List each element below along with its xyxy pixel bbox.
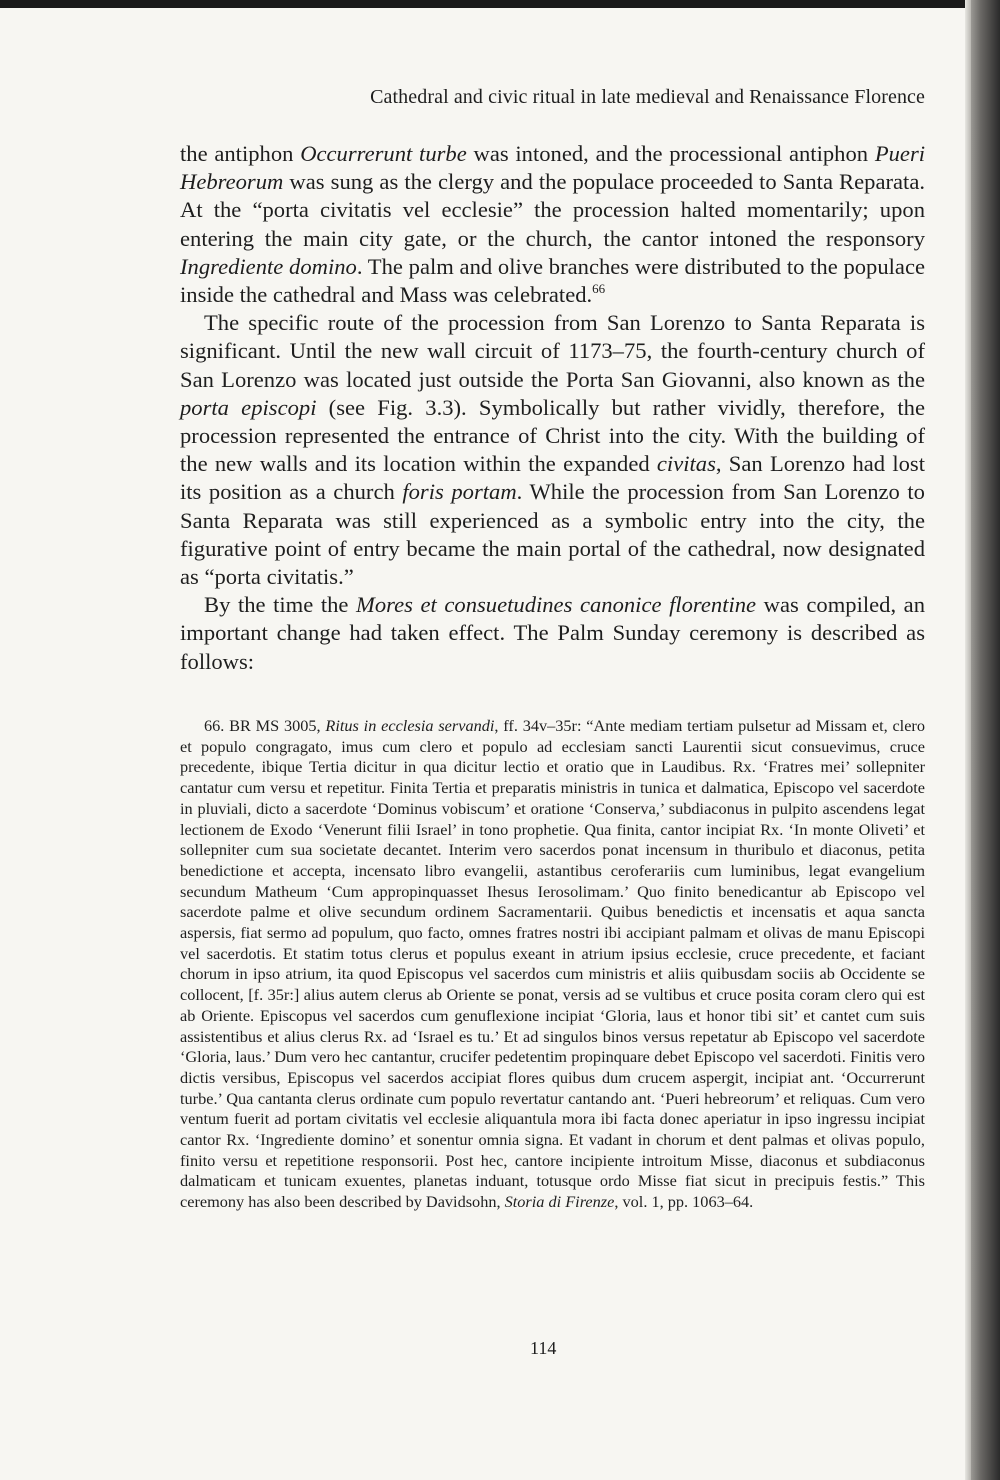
paragraph: By the time the Mores et consuetudines canonice florentine was compiled, an important change had taken effect. The Palm Sunday ceremony is described as follows: (180, 592, 925, 674)
main-text (180, 140, 925, 676)
footnote (180, 716, 925, 1213)
footnote-reference: 66 (592, 281, 606, 297)
book-page-edge (965, 0, 1000, 1480)
footnote-66: 66. BR MS 3005, Ritus in ecclesia servandi, ff. 34v–35r: “Ante mediam tertiam pulsetur ad Missam et, clero et populo congragato, imus cum clero et populo ad ecclesiam sancti Laurentii sicut consuevimus, cruce precedente, ibique Tertia dicitur in qua dicitur lectio et oratio que in Laudibus. Rx. ‘Fratres mei’ sollepniter cantatur cum versu et repetitur. Finita Tertia et preparatis ministris in tunica et dalmatica, Episcopo vel sacerdote in pluviali, dicto a sacerdote ‘Dominus vobiscum’ et oratione ‘Conserva,’ subdiaconus in pulpito ascendens legat lectionem de Exodo ‘Venerunt filii Israel’ in tono prophetie. Qua finita, cantor incipiat Rx. ‘In monte Oliveti’ et sollepniter cum sua societate decantet. Interim vero sacerdos ponat incensum in thuribulo et diaconus, petita benedictione et accepta, incensato libro evangelii, astantibus ceroferariis cum luminibus, legat evangelium secundum Matheum ‘Cum appropinquasset Ihesus Ierosolimam.’ Quo finito benedicantur ab Episcopo vel sacerdote palme et olive secundum ordinem Sacramentarii. Quibus benedictis et incensatis et aqua sancta aspersis, fiat sermo ad populum, quo facto, omnes fratres nostri ibi accipiant palmam et olivas de manu Episcopi vel sacerdotis. Et statim totus clerus et populus exeant in atrium ipsius ecclesie, cruce precedente, et faciant chorum in ipso atrium, ita quod Episcopus vel sacerdos cum ministris et aliis quibusdam sociis ab Occidente se collocent, [f. 35r:] alius autem clerus ab Oriente se ponat, versis ad se vultibus et cruce posita coram clero qui est ab Oriente. Episcopus vel sacerdos cum genuflexione incipiat ‘Gloria, laus et honor tibi sit’ et cantet cum suis assistentibus et alius clerus Rx. ad ‘Israel es tu.’ Et ad singulos binos versus repetatur ab Episcopo vel sacerdote ‘Gloria, laus.’ Dum vero hec cantantur, crucifer pedetentim propinquare debet Episcopo vel sacerdoti. Finitis vero dictis versibus, Episcopus vel sacerdos accipiat flores quibus dum crucem aspergit, incipiat ant. ‘Occurrerunt turbe.’ Qua cantanta clerus ordinate cum populo revertatur cantando ant. ‘Pueri hebreorum’ et reliquas. Cum vero ventum fuerit ad portam civitatis vel ecclesie aliquantula mora ibi facta donec aperiatur in ipso ingressu incipiat cantor Rx. ‘Ingrediente domino’ et sonentur omnia signa. Et vadant in chorum et dent palmas et olivas populo, finito versu et repetitione responsorii. Post hec, cantore incipiente introitum Misse, diaconus et subdiaconus dalmaticam et tunicam exuentes, planetas induant, totusque ordo Misse fiat sicut in precipuis festis.” This ceremony has also been described by Davidsohn, Storia di Firenze, vol. 1, pp. 1063–64. (180, 716, 925, 1212)
page-number: 114 (530, 1338, 557, 1358)
paragraph: The specific route of the procession from San Lorenzo to Santa Reparata is significant. Until the new wall circuit of 1173–75, the fourth-century church of San Lorenzo was located just outside the Porta San Giovanni, also known as the porta episcopi (see Fig. 3.3). Symbolically but rather vividly, therefore, the procession represented the entrance of Christ into the city. With the building of the new walls and its location within the expanded civitas, San Lorenzo had lost its position as a church foris portam. While the procession from San Lorenzo to Santa Reparata was still experienced as a symbolic entry into the city, the figurative point of entry became the main portal of the cathedral, now designated as “porta civitatis.” (180, 310, 925, 590)
running-head: Cathedral and civic ritual in late medieval and Renaissance Florence (370, 86, 925, 108)
paragraph: the antiphon Occurrerunt turbe was intoned, and the processional antiphon Pueri Hebreorum was sung as the clergy and the populace proceeded to Santa Reparata. At the “porta civitatis vel ecclesie” the procession halted momentarily; upon entering the main city gate, or the church, the cantor intoned the responsory Ingrediente domino. The palm and olive branches were distributed to the populace inside the cathedral and Mass was celebrated.$^{66}$ (180, 141, 926, 308)
